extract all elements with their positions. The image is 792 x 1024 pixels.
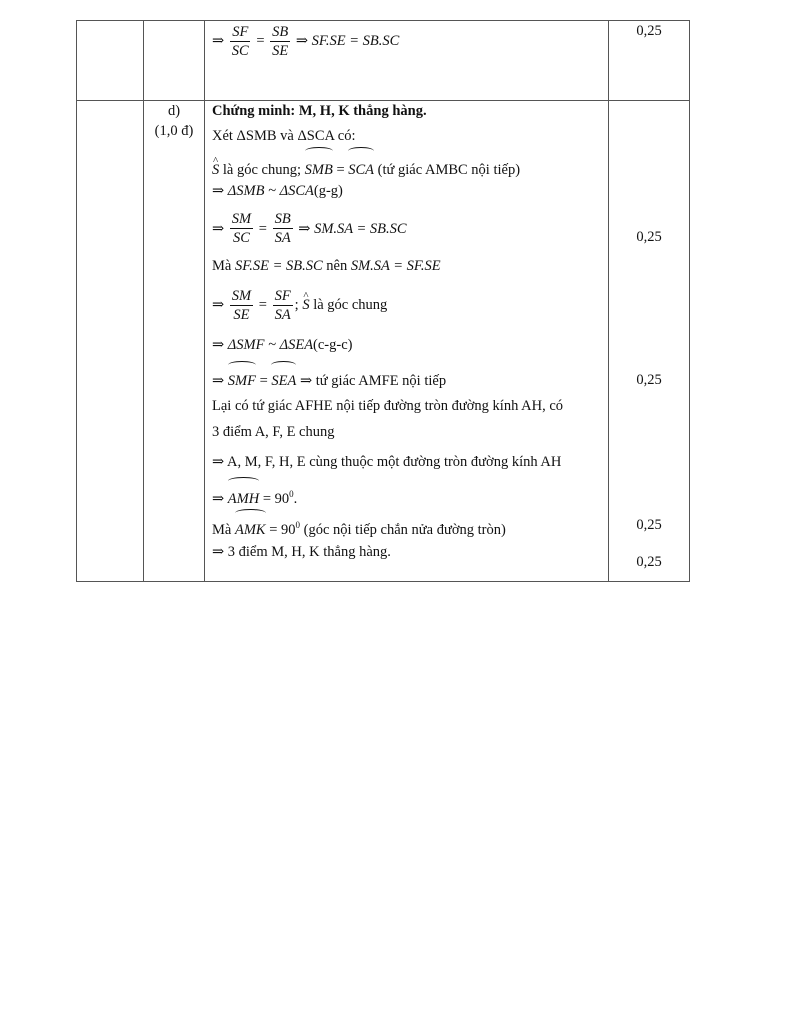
score: 0,25: [636, 23, 662, 39]
part-label: d): [167, 103, 181, 119]
proof-line: ⇒ SMF = SEA ⇒ tứ giác AMFE nội tiếp: [212, 361, 602, 391]
proof-heading: Chứng minh: M, H, K thẳng hàng.: [212, 103, 427, 119]
score: 0,25: [636, 517, 662, 533]
proof-line: ⇒ AMH = $90^0$.: [212, 475, 602, 507]
table-row: [77, 101, 690, 582]
solution-cell: [205, 101, 609, 582]
question-cell: [77, 21, 144, 101]
proof-line: Mà SF.SE = SB.SC nên SM.SA = SF.SE: [212, 258, 441, 274]
proof-line: ⇒ ΔSMF ~ ΔSEA(c-g-c): [212, 337, 353, 353]
part-cell: [144, 101, 205, 582]
proof-line: Xét ΔSMB và ΔSCA có:: [212, 128, 356, 144]
fraction: $\frac{SF}{SC}$: [231, 24, 249, 59]
score-cell: [609, 101, 690, 582]
part-points: (1,0 đ): [154, 123, 194, 139]
proof-line: ⇒ $\frac{SM}{SC}$ = $\frac{SB}{SA}$ ⇒ SM.SA = SB.SC: [212, 211, 407, 246]
score: 0,25: [636, 554, 662, 570]
table-row: [77, 21, 690, 101]
ratio-line: ⇒ $\frac{SF}{SC}$ = $\frac{SB}{SE}$ ⇒ SF.SE = SB.SC: [212, 24, 400, 59]
score: 0,25: [636, 229, 662, 245]
proof-line: ⇒ ΔSMB ~ ΔSCA(g-g): [212, 183, 343, 199]
part-cell: [144, 21, 205, 101]
equation: SF.SE = SB.SC: [311, 32, 400, 49]
proof-line: ⇒ $\frac{SM}{SE}$ = $\frac{SF}{SA}$ ; ^ S là góc chung: [212, 279, 602, 331]
proof-line: Mà AMK = $90^0$ (góc nội tiếp chắn nửa đường tròn): [212, 507, 602, 537]
proof-line: 3 điểm A, F, E chung: [212, 424, 335, 440]
solution-cell: [205, 21, 609, 101]
question-cell: [77, 101, 144, 582]
proof-line: ⇒ A, M, F, H, E cùng thuộc một đường tròn đường kính AH: [212, 454, 562, 470]
score: 0,25: [636, 372, 662, 388]
answer-table: [76, 20, 690, 582]
score-cell: [609, 21, 690, 101]
proof-line: ^ S là góc chung; SMB = SCA (tứ giác AMBC nội tiếp): [212, 147, 602, 180]
proof-line: ⇒ 3 điểm M, H, K thẳng hàng.: [212, 544, 391, 560]
proof-line: Lại có tứ giác AFHE nội tiếp đường tròn đường kính AH, có: [212, 398, 564, 414]
fraction: $\frac{SB}{SE}$: [272, 24, 289, 59]
